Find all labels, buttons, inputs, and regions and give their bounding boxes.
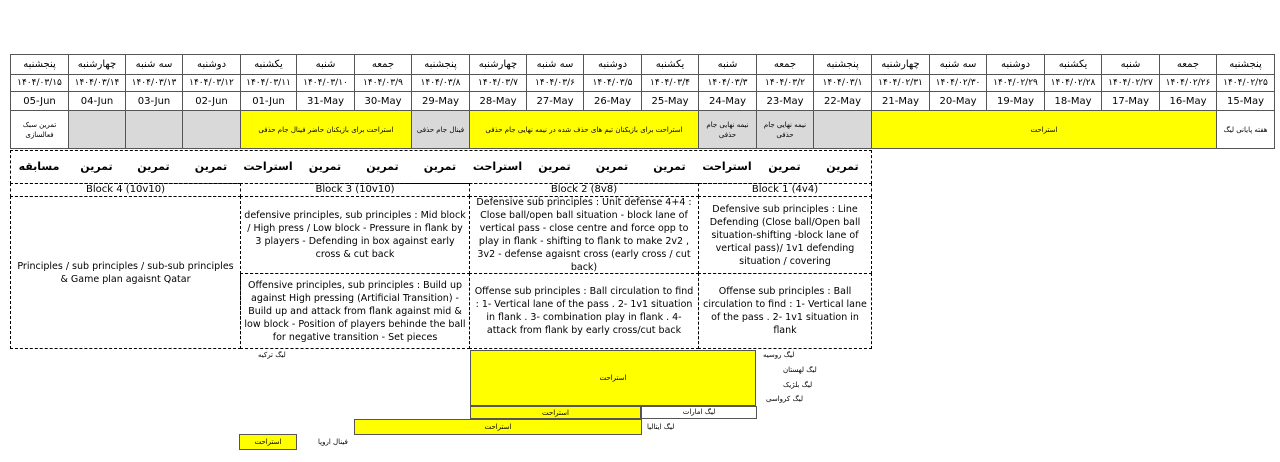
gregorian-date-cell: 01-Jun xyxy=(241,92,297,111)
rest-bar-europa-text: استراحت xyxy=(254,438,282,446)
weekday-cell: چهارشنبه xyxy=(69,55,126,75)
rest-bar-big-text: استراحت xyxy=(599,374,627,382)
rest-bar-italy-text: استراحت xyxy=(484,423,512,431)
gregorian-date-row xyxy=(11,92,1275,111)
weekday-cell: سه شنبه xyxy=(126,55,183,75)
persian-date-cell: ۱۴۰۴/۰۲/۲۸ xyxy=(1045,75,1102,92)
persian-date-cell: ۱۴۰۴/۰۳/۴ xyxy=(642,75,699,92)
schedule-table xyxy=(10,54,1275,149)
block-1-offensive xyxy=(698,273,872,349)
weekday-cell: پنجشنبه xyxy=(11,55,69,75)
weekday-cell: جمعه xyxy=(355,55,412,75)
league-uae-label: لیگ امارات xyxy=(641,406,757,419)
gregorian-date-cell: 29-May xyxy=(412,92,470,111)
gregorian-date-cell: 05-Jun xyxy=(11,92,69,111)
league-turkey-label: لیگ ترکیه xyxy=(258,351,286,359)
gregorian-date-cell: 20-May xyxy=(930,92,987,111)
block-2-offensive xyxy=(469,273,699,349)
persian-date-cell: ۱۴۰۴/۰۳/۱۲ xyxy=(183,75,241,92)
activity-training: تمرین xyxy=(423,160,457,173)
block-4-header: Block 4 (10v10) xyxy=(10,183,241,197)
weekday-cell: دوشنبه xyxy=(987,55,1045,75)
persian-date-cell: ۱۴۰۴/۰۳/۱۵ xyxy=(11,75,69,92)
persian-date-cell: ۱۴۰۴/۰۳/۲ xyxy=(757,75,814,92)
gregorian-date-cell: 02-Jun xyxy=(183,92,241,111)
gregorian-date-cell: 23-May xyxy=(757,92,814,111)
league-russia-label: لیگ روسیه xyxy=(763,351,795,359)
weekday-cell: شنبه xyxy=(699,55,757,75)
persian-date-cell: ۱۴۰۴/۰۳/۱۴ xyxy=(69,75,126,92)
weekday-cell: شنبه xyxy=(1102,55,1160,75)
gregorian-date-cell: 17-May xyxy=(1102,92,1160,111)
gregorian-date-cell: 18-May xyxy=(1045,92,1102,111)
persian-date-cell: ۱۴۰۴/۰۲/۲۹ xyxy=(987,75,1045,92)
block-1-header: Block 1 (4v4) xyxy=(698,183,872,197)
rest-bar-big xyxy=(470,350,756,406)
block-2-defensive xyxy=(469,196,699,274)
note-rest-semi-eliminated: استراحت برای بازیکنان تیم های حذف شده در نیمه نهایی جام حذفی xyxy=(470,111,699,149)
persian-date-cell: ۱۴۰۴/۰۲/۳۰ xyxy=(930,75,987,92)
gregorian-date-cell: 25-May xyxy=(642,92,699,111)
league-poland-label: لیگ لهستان xyxy=(783,366,817,374)
weekday-cell: یکشنبه xyxy=(241,55,297,75)
weekday-cell: دوشنبه xyxy=(584,55,642,75)
persian-date-cell: ۱۴۰۴/۰۳/۳ xyxy=(699,75,757,92)
europa-final-label: فینال اروپا xyxy=(318,438,348,446)
weekday-cell: جمعه xyxy=(1160,55,1217,75)
block-1-offensive-text: Offense sub principles : Ball circulation to find : 1- Vertical lane of the pass . 2- 1v1 situation in flank xyxy=(703,286,867,336)
weekday-row xyxy=(11,55,1275,75)
rest-bar-europa xyxy=(239,434,297,450)
note-empty xyxy=(183,111,241,149)
persian-date-cell: ۱۴۰۴/۰۳/۱۱ xyxy=(241,75,297,92)
gregorian-date-cell: 27-May xyxy=(527,92,584,111)
activity-training: تمرین xyxy=(194,160,228,173)
activity-rest: استراحت xyxy=(243,160,293,173)
gregorian-date-cell: 04-Jun xyxy=(69,92,126,111)
note-league-last-week: هفته پایانی لیگ xyxy=(1217,111,1275,149)
persian-date-cell: ۱۴۰۴/۰۳/۶ xyxy=(527,75,584,92)
persian-date-cell: ۱۴۰۴/۰۳/۱ xyxy=(814,75,872,92)
activity-training: تمرین xyxy=(826,160,859,173)
activity-training: تمرین xyxy=(768,160,801,173)
block-2-offensive-text: Offense sub principles : Ball circulation to find : 1- Vertical lane of the pass . 2- 1v1 situation in flank . 3- combination play in flank . 4- attack from flank by early cross/cut back xyxy=(474,286,694,336)
note-semi-final-2: نیمه نهایی جام حذفی xyxy=(757,111,814,149)
weekday-cell: دوشنبه xyxy=(183,55,241,75)
block-3-offensive xyxy=(240,273,470,349)
gregorian-date-cell: 26-May xyxy=(584,92,642,111)
activity-training: تمرین xyxy=(137,160,170,173)
block-3-defensive-text: defensive principles, sub principles : Mid block / High press / Low block - Pressure in flank by 3 players - Defending in box against early cross & cut back xyxy=(244,210,466,260)
block-2-header: Block 2 (8v8) xyxy=(469,183,699,197)
gregorian-date-cell: 22-May xyxy=(814,92,872,111)
rest-bar-uae xyxy=(470,406,641,419)
note-rest-main: استراحت xyxy=(872,111,1217,149)
weekday-cell: شنبه xyxy=(297,55,355,75)
note-empty xyxy=(814,111,872,149)
persian-date-cell: ۱۴۰۴/۰۳/۱۳ xyxy=(126,75,183,92)
notes-row xyxy=(11,111,1275,149)
league-croatia-label: لیگ کرواسی xyxy=(766,395,803,403)
weekday-cell: چهارشنبه xyxy=(470,55,527,75)
note-empty xyxy=(69,111,126,149)
persian-date-cell: ۱۴۰۴/۰۳/۱۰ xyxy=(297,75,355,92)
activity-training: تمرین xyxy=(308,160,342,173)
persian-date-row xyxy=(11,75,1275,92)
persian-date-cell: ۱۴۰۴/۰۲/۲۷ xyxy=(1102,75,1160,92)
weekday-cell: یکشنبه xyxy=(642,55,699,75)
block-2-defensive-text: Defensive sub principles : Unit defense 4+4 : Close ball/open ball situation - block lane of vertical pass - close centre and force opp to play in flank - shifting to flank to make 2v2 , 3v2 - defense agaisnt cross (early cross / cut back) xyxy=(476,197,692,273)
gregorian-date-cell: 21-May xyxy=(872,92,930,111)
gregorian-date-cell: 28-May xyxy=(470,92,527,111)
weekday-cell: یکشنبه xyxy=(1045,55,1102,75)
block-3-header: Block 3 (10v10) xyxy=(240,183,470,197)
gregorian-date-cell: 19-May xyxy=(987,92,1045,111)
block-4-principles-text: Principles / sub principles / sub-sub principles & Game plan agaisnt Qatar xyxy=(17,260,234,285)
activity-match: مسابقه xyxy=(18,160,60,173)
persian-date-cell: ۱۴۰۴/۰۲/۲۶ xyxy=(1160,75,1217,92)
activity-rest: استراحت xyxy=(472,160,523,173)
league-italy-label: لیگ ایتالیا xyxy=(647,423,675,431)
rest-bar-italy xyxy=(354,419,642,435)
note-empty xyxy=(126,111,183,149)
block-1-defensive xyxy=(698,196,872,274)
note-rest-cup-final: استراحت برای بازیکنان حاضر فینال جام حذفی xyxy=(241,111,412,149)
gregorian-date-cell: 24-May xyxy=(699,92,757,111)
persian-date-cell: ۱۴۰۴/۰۳/۵ xyxy=(584,75,642,92)
persian-date-cell: ۱۴۰۴/۰۳/۹ xyxy=(355,75,412,92)
gregorian-date-cell: 03-Jun xyxy=(126,92,183,111)
gregorian-date-cell: 15-May xyxy=(1217,92,1275,111)
gregorian-date-cell: 31-May xyxy=(297,92,355,111)
block-3-defensive xyxy=(240,196,470,274)
rest-bar-uae-text: استراحت xyxy=(542,408,569,417)
activity-rest: استراحت xyxy=(702,160,752,173)
block-4-principles xyxy=(10,196,241,349)
block-3-offensive-text: Offensive principles, sub principles : Build up against High pressing (Artificial Transition) - Build up and attack from flank against mid & low block - Position of players behinde the ball for negative transition - Set pieces xyxy=(244,279,466,343)
weekday-cell: پنجشنبه xyxy=(1217,55,1275,75)
weekday-cell: چهارشنبه xyxy=(872,55,930,75)
weekday-cell: سه شنبه xyxy=(930,55,987,75)
weekday-cell: پنجشنبه xyxy=(814,55,872,75)
persian-date-cell: ۱۴۰۴/۰۳/۸ xyxy=(412,75,470,92)
weekday-cell: جمعه xyxy=(757,55,814,75)
note-light-training: تمرین سبک فعالسازی xyxy=(11,111,69,149)
league-belgium-label: لیگ بلژیک xyxy=(783,381,813,389)
note-semi-final-1: نیمه نهایی جام حذفی xyxy=(699,111,757,149)
activity-training: تمرین xyxy=(366,160,399,173)
persian-date-cell: ۱۴۰۴/۰۲/۳۱ xyxy=(872,75,930,92)
persian-date-cell: ۱۴۰۴/۰۲/۲۵ xyxy=(1217,75,1275,92)
weekday-cell: سه شنبه xyxy=(527,55,584,75)
gregorian-date-cell: 30-May xyxy=(355,92,412,111)
gregorian-date-cell: 16-May xyxy=(1160,92,1217,111)
persian-date-cell: ۱۴۰۴/۰۳/۷ xyxy=(470,75,527,92)
block-1-defensive-text: Defensive sub principles : Line Defending (Close ball/Open ball situation-shifting -block lane of vertical pass)/ 1v1 defending situation / covering xyxy=(709,203,861,267)
note-cup-final: فینال جام حذفی xyxy=(412,111,470,149)
activity-training: تمرین xyxy=(653,160,686,173)
activity-training: تمرین xyxy=(595,160,629,173)
activity-training: تمرین xyxy=(538,160,571,173)
weekday-cell: پنجشنبه xyxy=(412,55,470,75)
activity-training: تمرین xyxy=(80,160,113,173)
